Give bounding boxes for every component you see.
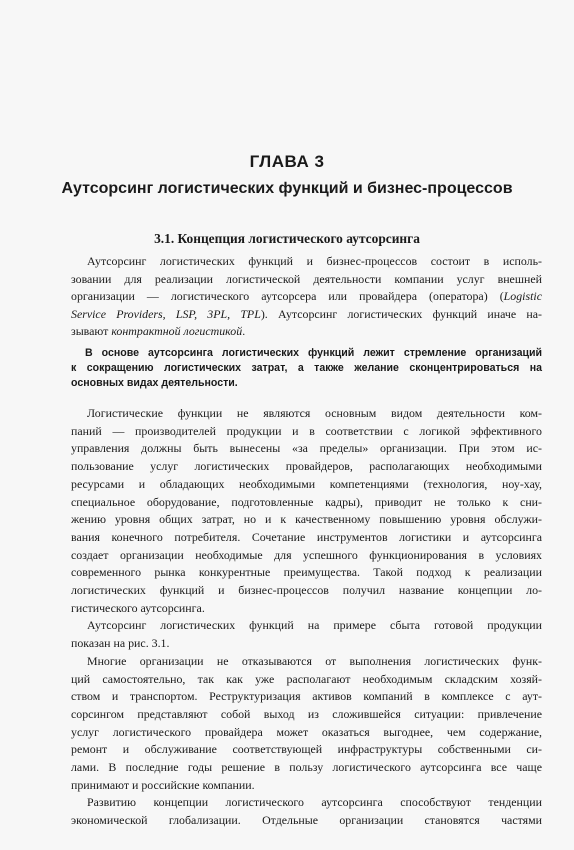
highlight-paragraph — [71, 346, 542, 390]
text-fragment: ). Аутсорсинг логистических функций иначе на- — [260, 306, 542, 321]
text-line: Аутсорсинг логистических функций на примере сбыта готовой продукции — [87, 618, 542, 633]
text-line: ством и транспортом. Реструктуризация активов компаний в комплексе с аут- — [71, 689, 542, 704]
italic-term: Logistic — [503, 289, 542, 304]
text-line: паний — производителей продукции и в соответствии с логикой эффективного — [71, 423, 542, 438]
text-line: показан на рис. 3.1. — [71, 636, 170, 651]
text-line: к сокращению логистических затрат, а также желание сконцентрироваться на — [71, 361, 542, 374]
text-line: принимают и российские компании. — [71, 777, 255, 792]
italic-term: контрактной логистикой — [111, 324, 243, 339]
text-line: экономической глобализации. Отдельные организации становятся частями — [71, 813, 542, 828]
text-line: лами. В последние годы решение в пользу логистического аутсорсинга все чаще — [71, 760, 542, 775]
text-line: логистических функций и бизнес-процессов получил название концепции ло- — [71, 583, 542, 598]
text-fragment: организации — логистического аутсорсера или провайдера (оператора) ( — [71, 289, 504, 304]
text-line: услуг логистического провайдера может оказаться выгоднее, чем содержание, — [71, 724, 542, 739]
text-line: пользование услуг логистических провайдеров, располагающих необходимыми — [71, 459, 542, 474]
text-line: Многие организации не отказываются от выполнения логистических функ- — [87, 653, 542, 668]
text-line: вания конечного потребителя. Сочетание инструментов логистики и аутсорсинга — [71, 529, 542, 544]
text-line: создает организации необходимые для успешного функционирования в условиях — [71, 547, 542, 562]
text-fragment: . — [242, 324, 246, 339]
italic-term: Service Providers, LSP, 3PL, TPL — [71, 306, 261, 321]
text-line: В основе аутсорсинга логистических функций лежит стремление организаций — [85, 347, 542, 359]
chapter-label: ГЛАВА 3 — [249, 152, 325, 171]
text-line: управления должны быть вынесены «за пределы» организации. При этом ис- — [71, 441, 542, 456]
text-line: ремонт и обслуживание соответствующей инфраструктуры собственными си- — [71, 742, 542, 757]
text-line: ресурсами и обладающих необходимыми компетенциями (технология, ноу-хау, — [71, 476, 542, 491]
chapter-title: Аутсорсинг логистических функций и бизнес-процессов — [61, 180, 513, 197]
text-line: сорсингом представляют собой выход из сложившейся ситуации: привлечение — [71, 706, 542, 721]
text-line: Аутсорсинг логистических функций и бизнес-процессов состоит в исполь- — [87, 254, 542, 268]
text-line: зовании для реализации логистической деятельности компании услуг внешней — [71, 271, 542, 286]
text-line: ций самостоятельно, так как уже располагают необходимым складским хозяй- — [71, 671, 542, 686]
text-line: специальное оборудование, подготовленные кадры), приводит не только к сни- — [71, 494, 542, 509]
text-line — [71, 288, 542, 306]
text-line — [71, 323, 542, 341]
section-title: 3.1. Концепция логистического аутсорсинга — [154, 231, 420, 246]
text-line: основных видах деятельности. — [71, 376, 238, 389]
text-line: жению уровня общих затрат, но и к качественному повышению уровня обслужи- — [71, 512, 542, 527]
text-line: Логистические функции не являются основным видом деятельности ком- — [87, 406, 542, 420]
intro-paragraph — [71, 253, 542, 341]
text-fragment: зывают — [71, 324, 112, 339]
text-line: Развитию концепции логистического аутсорсинга способствуют тенденции — [87, 795, 542, 810]
text-line — [71, 306, 542, 324]
text-line: гистического аутсорсинга. — [71, 600, 205, 615]
text-line: современного рынка конкурентные преимущества. Такой подход к реализации — [71, 565, 542, 580]
body-text — [71, 405, 542, 830]
